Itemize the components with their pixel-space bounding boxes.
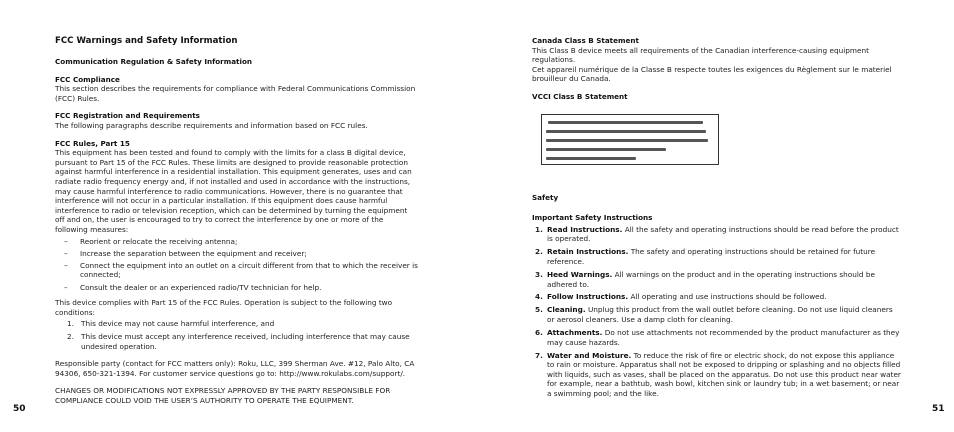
- canada-heading: Canada Class B Statement: [532, 36, 639, 45]
- fcc-part15-heading: FCC Rules, Part 15: [55, 138, 130, 148]
- instruction-text: The safety and operating instructions should be retained for future reference.: [547, 247, 876, 266]
- condition-text: This device must accept any interference received, including interference that may cause undesired operation.: [81, 332, 410, 351]
- fcc-registration-heading: FCC Registration and Requirements: [55, 111, 200, 121]
- measure-text: Reorient or relocate the receiving antenna;: [80, 236, 238, 246]
- fcc-registration-text: The following paragraphs describe requirements and information based on FCC rules.: [55, 120, 368, 130]
- safety-instructions-list: [532, 225, 902, 399]
- instruction-text: Do not use attachments not recommended by the product manufacturer as they may cause hazards.: [547, 328, 900, 347]
- instruction-text: All operating and use instructions should be followed.: [630, 292, 827, 302]
- instruction-text: All the safety and operating instructions should be read before the product is operated.: [547, 224, 899, 244]
- list-item: [67, 332, 418, 351]
- instruction-title: Water and Moisture.: [547, 350, 632, 360]
- page-number-left: 50: [13, 404, 26, 414]
- condition-text: This device may not cause harmful interference, and: [81, 319, 275, 329]
- condition-number: 1.: [67, 319, 74, 329]
- conditions-intro: This device complies with Part 15 of the FCC Rules. Operation is subject to the following two conditions:: [55, 298, 393, 317]
- interference-measures-list: [55, 237, 418, 293]
- list-item: [532, 292, 902, 302]
- list-item: [64, 283, 418, 293]
- list-item: [532, 225, 902, 244]
- instruction-number: 6.: [535, 328, 543, 338]
- vcci-statement-image: [541, 114, 719, 165]
- instruction-text: All warnings on the product and in the operating instructions should be adhered to.: [547, 269, 875, 289]
- canada-text-fr: Cet appareil numérique de la Classe B respecte toutes les exigences du Règlement sur le materiel brouilleur du Canada.: [532, 64, 892, 84]
- list-item: [532, 305, 902, 324]
- instruction-title: Attachments.: [547, 328, 603, 338]
- list-item: [64, 237, 418, 247]
- list-item: [532, 247, 902, 266]
- responsible-party-text: Responsible party (contact for FCC matters only): Roku, LLC, 399 Sherman Ave. #12, Palo Alto, CA 94306, 650-321-1394. For customer service questions go to: http://www.rokulabs.com/support/.: [55, 359, 415, 378]
- instruction-number: 3.: [535, 269, 543, 279]
- right-page: [477, 0, 954, 432]
- instruction-number: 4.: [535, 292, 543, 302]
- vcci-heading: VCCI Class B Statement: [532, 91, 628, 101]
- page-title: FCC Warnings and Safety Information: [55, 36, 238, 46]
- changes-warning-text: CHANGES OR MODIFICATIONS NOT EXPRESSLY APPROVED BY THE PARTY RESPONSIBLE FOR COMPLIANCE COULD VOID THE USER’S AUTHORITY TO OPERATE THE EQUIPMENT.: [55, 386, 391, 405]
- instruction-title: Cleaning.: [547, 305, 586, 315]
- dash-mark: –: [64, 282, 68, 292]
- list-item: [67, 319, 418, 329]
- instruction-title: Read Instructions.: [547, 224, 623, 234]
- fcc-part15-text: This equipment has been tested and found to comply with the limits for a class B digital device, pursuant to Part 15 of the FCC Rules. These limits are designed to provide reasonable protection against harmful interference in a residential installation. This equipment generates, uses and can radiate radio frequency energy and, if not installed and used in accordance with the instructions, may cause harmful interference to radio communications. However, there is no guarantee that interference will not occur in a particular installation. If this equipment does cause harmful interference to radio or television reception, which can be determined by turning the equipment off and on, the user is encouraged to try to correct the interference by one or more of the following measures:: [55, 148, 412, 234]
- list-item: [64, 261, 418, 280]
- right-column: [532, 36, 902, 402]
- conditions-list: [55, 319, 418, 351]
- measure-text: Connect the equipment into an outlet on a circuit different from that to which the receiver is connected;: [80, 260, 418, 280]
- instruction-title: Heed Warnings.: [547, 269, 613, 279]
- page-number-right: 51: [932, 404, 945, 414]
- list-item: [532, 351, 902, 399]
- dash-mark: –: [64, 236, 68, 246]
- measure-text: Increase the separation between the equipment and receiver;: [80, 248, 307, 258]
- instruction-number: 2.: [535, 247, 543, 257]
- list-item: [532, 270, 902, 289]
- left-column: [55, 36, 418, 406]
- communication-subtitle: Communication Regulation & Safety Information: [55, 57, 253, 66]
- instruction-text: Unplug this product from the wall outlet before cleaning. Do not use liquid cleaners or aerosol cleaners. Use a damp cloth for cleaning.: [547, 305, 893, 325]
- condition-number: 2.: [67, 332, 74, 342]
- list-item: [64, 249, 418, 259]
- instruction-number: 1.: [535, 224, 543, 234]
- dash-mark: –: [64, 248, 68, 258]
- fcc-compliance-text: This section describes the requirements for compliance with Federal Communications Commission (FCC) Rules.: [55, 84, 416, 103]
- fcc-compliance-heading: FCC Compliance: [55, 74, 120, 84]
- safety-heading: Safety: [532, 192, 559, 202]
- vcci-japanese-text-image: [542, 115, 718, 164]
- instruction-title: Follow Instructions.: [547, 292, 629, 302]
- instruction-title: Retain Instructions.: [547, 247, 629, 257]
- list-item: [532, 328, 902, 347]
- measure-text: Consult the dealer or an experienced radio/TV technician for help.: [80, 282, 322, 292]
- instruction-text: To reduce the risk of fire or electric shock, do not expose this appliance to rain or moisture. Apparatus shall not be exposed to dripping or splashing and no objects filled with liquids, such as vases, shall be placed on the apparatus. Do not use this product near water for example, near a bathtub, wash bowl, kitchen sink or laundry tub; in a wet basement; or near a swimming pool; and the like.: [547, 350, 901, 398]
- dash-mark: –: [64, 260, 68, 270]
- canada-text-en: This Class B device meets all requirements of the Canadian interference-causing equipment regulations.: [532, 45, 869, 65]
- instruction-number: 7.: [535, 350, 543, 360]
- instruction-number: 5.: [535, 305, 543, 315]
- important-safety-heading: Important Safety Instructions: [532, 213, 653, 223]
